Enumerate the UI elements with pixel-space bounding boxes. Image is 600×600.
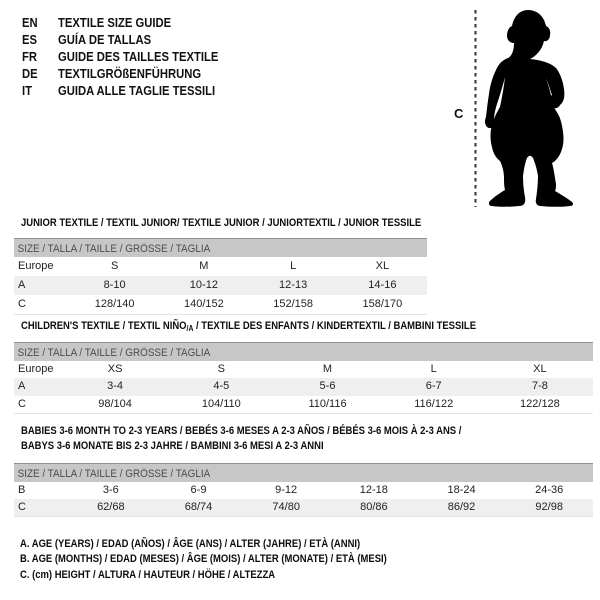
junior-size-table bbox=[14, 238, 427, 315]
size-cell: 5-6 bbox=[319, 380, 336, 393]
language-row-es bbox=[22, 32, 328, 49]
junior-table-title bbox=[21, 216, 421, 231]
language-code: IT bbox=[22, 84, 32, 98]
size-cell: 68/74 bbox=[184, 501, 213, 513]
size-cell: M bbox=[199, 260, 209, 272]
size-cell: 152/158 bbox=[273, 298, 313, 310]
legend-line: B. AGE (MONTHS) / EDAD (MESES) / ÂGE (MOIS) / ALTER (MONATE) / ETÀ (MESI) bbox=[20, 553, 387, 566]
guide-title: TEXTILGRÖßENFÜHRUNG bbox=[58, 67, 202, 81]
toddler-silhouette bbox=[485, 10, 573, 207]
size-cell: 140/152 bbox=[183, 298, 224, 310]
size-cell: 9-12 bbox=[275, 484, 298, 496]
language-code: DE bbox=[22, 67, 38, 81]
size-cell: 12-18 bbox=[359, 484, 388, 496]
title-text: BABIES 3-6 MONTH TO 2-3 YEARS / BEBÉS 3-6 MESES A 2-3 AÑOS / BÉBÉS 3-6 MOIS À 2-3 ANS / bbox=[21, 425, 462, 437]
children-size-table bbox=[14, 342, 593, 414]
size-cell: 158/170 bbox=[362, 298, 403, 310]
size-cell: L bbox=[430, 363, 437, 375]
guide-title: GUÍA DE TALLAS bbox=[58, 33, 152, 47]
title-text: BABYS 3-6 MONATE BIS 2-3 JAHRE / BAMBINI 3-6 MESI A 2-3 ANNI bbox=[21, 440, 324, 452]
size-header-text: SIZE / TALLA / TAILLE / GRÖSSE / TAGLIA bbox=[17, 243, 211, 255]
table-row-a bbox=[14, 276, 427, 295]
row-label: B bbox=[18, 484, 26, 496]
row-label: A bbox=[18, 380, 26, 393]
size-cell: 86/92 bbox=[447, 501, 476, 513]
language-code: ES bbox=[22, 33, 38, 47]
language-row-de bbox=[22, 66, 328, 83]
title-text: JUNIOR TEXTILE / TEXTIL JUNIOR/ TEXTILE JUNIOR / JUNIORTEXTIL / JUNIOR TESSILE bbox=[21, 217, 422, 229]
size-header-bar bbox=[14, 342, 593, 361]
size-cell: 122/128 bbox=[520, 397, 560, 410]
size-cell: S bbox=[110, 260, 119, 272]
size-header-bar bbox=[14, 238, 427, 257]
size-cell: 14-16 bbox=[368, 279, 397, 291]
size-cell: M bbox=[322, 363, 333, 375]
measure-legend bbox=[20, 537, 447, 583]
size-header-text: SIZE / TALLA / TAILLE / GRÖSSE / TAGLIA bbox=[17, 347, 211, 359]
table-row-c bbox=[14, 499, 593, 516]
size-cell: 7-8 bbox=[531, 380, 548, 393]
table-row-c bbox=[14, 295, 427, 314]
language-title-list bbox=[22, 15, 362, 100]
size-cell: 24-36 bbox=[535, 484, 564, 496]
table-title-line bbox=[21, 439, 461, 454]
row-label: A bbox=[18, 279, 26, 291]
row-label: C bbox=[18, 397, 26, 410]
table-title-line bbox=[21, 319, 476, 336]
size-cell: 12-13 bbox=[279, 279, 308, 291]
size-cell: 128/140 bbox=[94, 298, 135, 310]
table-row-a bbox=[14, 378, 593, 395]
size-cell: 10-12 bbox=[189, 279, 218, 291]
size-header-bar bbox=[14, 463, 593, 482]
table-title-line bbox=[21, 424, 461, 439]
language-code: FR bbox=[22, 50, 38, 64]
size-cell: XS bbox=[107, 363, 123, 375]
table-row-c bbox=[14, 396, 593, 413]
table-title-line bbox=[21, 216, 421, 231]
row-label: Europe bbox=[18, 260, 54, 272]
size-cell: L bbox=[290, 260, 297, 272]
legend-line: C. (cm) HEIGHT / ALTURA / HAUTEUR / HÖHE / ALTEZZA bbox=[20, 568, 276, 581]
size-cell: 74/80 bbox=[272, 501, 300, 513]
size-header-text: SIZE / TALLA / TAILLE / GRÖSSE / TAGLIA bbox=[17, 468, 211, 480]
size-cell: 6-7 bbox=[425, 380, 442, 393]
size-cell: 4-5 bbox=[213, 380, 230, 393]
row-label: C bbox=[18, 501, 26, 513]
size-cell: 92/98 bbox=[535, 501, 563, 513]
size-cell: 3-4 bbox=[107, 380, 124, 393]
title-subscript: /A bbox=[186, 324, 194, 333]
title-text: CHILDREN'S TEXTILE / TEXTIL NIÑO bbox=[21, 320, 187, 332]
guide-title: TEXTILE SIZE GUIDE bbox=[58, 16, 172, 30]
size-cell: 98/104 bbox=[98, 397, 132, 410]
babies-size-table bbox=[14, 463, 593, 517]
size-cell: 104/110 bbox=[201, 397, 241, 410]
legend-line: A. AGE (YEARS) / EDAD (AÑOS) / ÂGE (ANS) / ALTER (JAHRE) / ETÀ (ANNI) bbox=[20, 538, 361, 550]
babies-table-title bbox=[21, 424, 461, 454]
language-row-fr bbox=[22, 49, 328, 66]
size-cell: XL bbox=[533, 363, 547, 375]
size-cell: 8-10 bbox=[103, 279, 126, 291]
table-row-europe bbox=[14, 257, 427, 276]
size-cell: S bbox=[217, 363, 225, 375]
size-cell: 110/116 bbox=[308, 397, 347, 410]
language-row-it bbox=[22, 83, 328, 100]
size-cell: 6-9 bbox=[190, 484, 207, 496]
table-row-b bbox=[14, 482, 593, 499]
table-row-europe bbox=[14, 361, 593, 378]
size-cell: XL bbox=[375, 260, 390, 272]
size-cell: 62/68 bbox=[97, 501, 125, 513]
size-cell: 116/122 bbox=[414, 397, 454, 410]
language-code: EN bbox=[22, 16, 38, 30]
guide-title: GUIDA ALLE TAGLIE TESSILI bbox=[58, 84, 216, 98]
height-measure-label: C bbox=[454, 106, 464, 121]
toddler-silhouette-figure bbox=[450, 5, 580, 215]
children-table-title bbox=[21, 319, 476, 336]
row-label: C bbox=[18, 298, 26, 310]
size-cell: 80/86 bbox=[360, 501, 388, 513]
guide-title: GUIDE DES TAILLES TEXTILE bbox=[58, 50, 219, 64]
title-text: / TEXTILE DES ENFANTS / KINDERTEXTIL / BAMBINI TESSILE bbox=[193, 320, 477, 332]
size-cell: 3-6 bbox=[102, 484, 119, 496]
language-row-en bbox=[22, 15, 328, 32]
row-label: Europe bbox=[18, 363, 54, 375]
size-cell: 18-24 bbox=[447, 484, 476, 496]
